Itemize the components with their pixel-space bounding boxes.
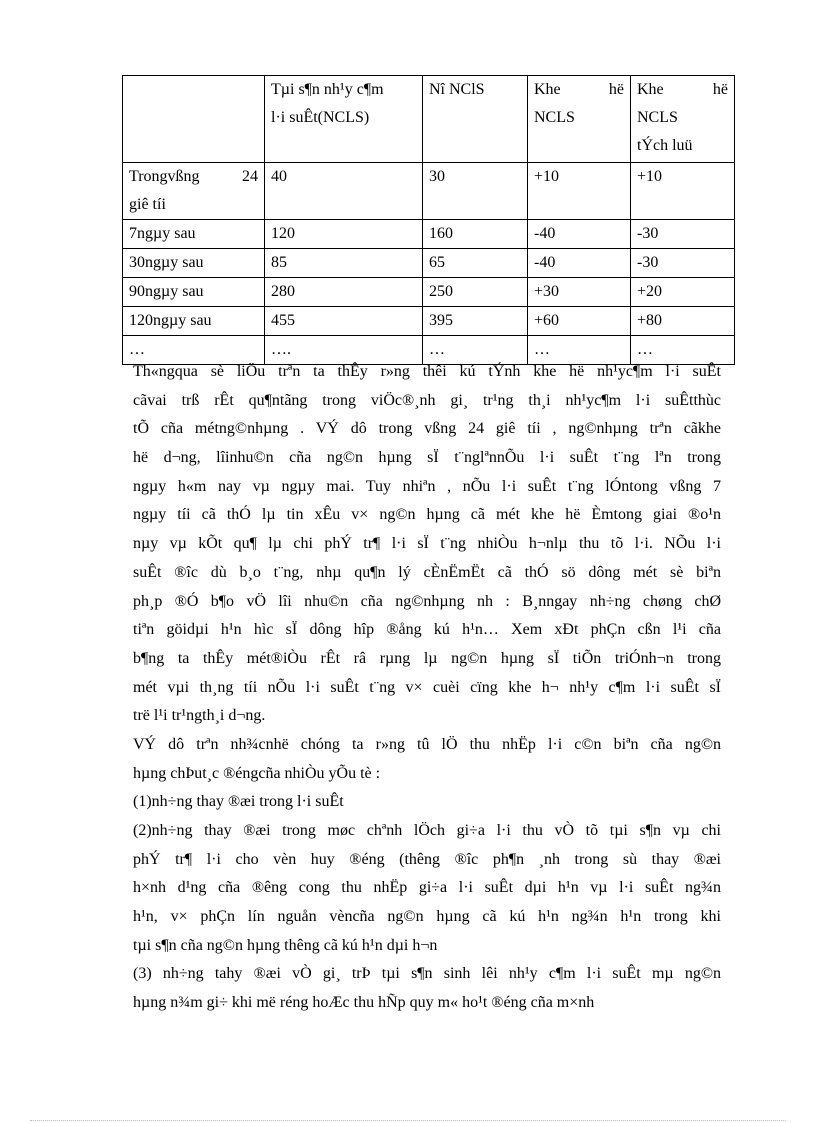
table-row	[123, 249, 735, 278]
cell-cumulative-gap: …	[631, 336, 735, 365]
header-line: Tµi s¶n nh¹y c¶m	[271, 81, 384, 98]
header-cell-rsl	[423, 76, 528, 163]
header-line: Nî NClS	[429, 81, 485, 98]
cell-rsl: 395	[423, 307, 528, 336]
text-line: hë d¬ng, lîinhu©n cña ng©n hµng sÏ t¨nglªnnÕu l·i suÊt t¨ng lªn trong	[133, 449, 721, 467]
table-row	[123, 307, 735, 336]
text-line: phÝ tr¶ l·i cho vèn huy ®éng (thêng ®îc ph¶n ¸nh trong sù thay ®æi	[133, 850, 721, 868]
table-row	[123, 278, 735, 307]
cell-gap: …	[528, 336, 631, 365]
cell-rsl: 30	[423, 163, 528, 220]
text-line: nµy vµ kÕt qu¶ lµ chi phÝ tr¶ l·i sÏ t¨ng nhiÒu h¬nlµ thu tõ l·i. NÕu l·i	[133, 535, 721, 553]
cell-rsa: 280	[265, 278, 423, 307]
header-cell-term	[123, 76, 265, 163]
header-cell-cumulative-gap	[631, 76, 735, 163]
row-label: 30ngµy sau	[123, 249, 265, 278]
text-line: ngµy tíi cã thÓ lµ tin xÊu v× ng©n hµng cã mét khe hë Èmtong giai ®o¹n	[133, 506, 721, 524]
cell-gap: +60	[528, 307, 631, 336]
text-line: tµi s¶n cña ng©n hµng thêng cã kú h¹n dµi h¬n	[133, 936, 438, 954]
text-line: cãvai trß rÊt qu¶ntãng trong viÖc®¸nh gi¸ tr¹ng th¸i nh¹yc¶m l·i suÊtthùc	[133, 391, 721, 409]
text-line: Th«ngqua sè liÖu trªn ta thÊy r»ng thêi kú tÝnh khe hë nh¹yc¶m l·i suÊt	[133, 363, 721, 380]
cell-rsa: 120	[265, 220, 423, 249]
text-line: VÝ dô trªn nh¾cnhë chóng ta r»ng tû lÖ thu nhËp l·i c©n biªn cña ng©n	[133, 735, 721, 753]
cell-rsa: 455	[265, 307, 423, 336]
body-paragraphs	[133, 358, 721, 1018]
header-line: NCLS	[534, 109, 575, 126]
cell-rsl: 160	[423, 220, 528, 249]
table-row	[123, 220, 735, 249]
cell-rsl: 250	[423, 278, 528, 307]
header-line: Khe hë	[534, 81, 624, 98]
cell-cumulative-gap: +20	[631, 278, 735, 307]
cell-cumulative-gap: -30	[631, 220, 735, 249]
text-line: suÊt ®îc dù b¸o t¨ng, nhµ qu¶n lý cÈnËmËt cã thÓ sö dông mét sè biªn	[133, 563, 721, 581]
text-line: h¹n, v× phÇn lín nguån vèncña ng©n hµng cã kú h¹n ng¾n h¹n trong khi	[133, 908, 721, 926]
table-header-row	[123, 76, 735, 163]
cell-gap: +30	[528, 278, 631, 307]
cell-gap: +10	[528, 163, 631, 220]
text-line: trë l¹i tr¹ngth¸i d¬ng.	[133, 707, 266, 725]
row-label: …	[123, 336, 265, 365]
header-line: Khe hë	[637, 81, 728, 98]
cell-cumulative-gap: +80	[631, 307, 735, 336]
text-line: tiªn göidµi h¹n hìc sÏ dông hîp ®ång kú h¹n… Xem xÐt phÇn cßn l¹i cña	[133, 621, 721, 639]
cell-cumulative-gap: +10	[631, 163, 735, 220]
cell-rsa: 85	[265, 249, 423, 278]
text-line: hµng n¾m gi÷ khi më réng hoÆc thu hÑp quy m« ho¹t ®éng cña m×nh	[133, 994, 595, 1012]
row-label-line: Trongvßng 24	[129, 168, 258, 185]
row-label: 7ngµy sau	[123, 220, 265, 249]
header-line: tÝch luü	[637, 137, 693, 154]
header-cell-gap	[528, 76, 631, 163]
text-line: ph¸p ®Ó b¶o vÖ lîi nhu©n cña ng©nhµng nh : B¸nngay nh÷ng chøng chØ	[133, 592, 721, 610]
row-label: 120ngµy sau	[123, 307, 265, 336]
cell-rsl: 65	[423, 249, 528, 278]
row-label: 90ngµy sau	[123, 278, 265, 307]
row-label-line: giê tíi	[129, 196, 166, 213]
gap-table	[122, 75, 735, 365]
header-cell-rsa	[265, 76, 423, 163]
header-line: l·i suÊt(NCLS)	[271, 109, 370, 126]
text-line: hµng chÞut¸c ®éngcña nhiÒu yÕu tè :	[133, 764, 381, 782]
cell-gap: -40	[528, 220, 631, 249]
text-line: b¶ng ta thÊy mét®iÒu rÊt râ rµng lµ ng©n hµng sÏ tiÕn triÓnh¬n trong	[133, 649, 721, 667]
page-bottom-rule	[30, 1120, 786, 1121]
text-line: ngµy h«m nay vµ ngµy mai. Tuy nhiªn , nÕu l·i suÊt t¨ng lÓntong vßng 7	[133, 477, 721, 495]
cell-cumulative-gap: -30	[631, 249, 735, 278]
row-label	[123, 163, 265, 220]
cell-rsl: …	[423, 336, 528, 365]
cell-gap: -40	[528, 249, 631, 278]
cell-rsa: ….	[265, 336, 423, 365]
text-line: (3) nh÷ng tahy ®æi vÒ gi¸ trÞ tµi s¶n sinh lêi nh¹y c¶m l·i suÊt mµ ng©n	[133, 965, 721, 983]
cell-rsa: 40	[265, 163, 423, 220]
text-line: tÕ cña métng©nhµng . VÝ dô trong vßng 24 giê tíi , ng©nhµng trªn cãkhe	[133, 420, 721, 438]
header-line: NCLS	[637, 109, 678, 126]
text-line: (1)nh÷ng thay ®æi trong l·i suÊt	[133, 793, 344, 811]
table-row	[123, 163, 735, 220]
text-line: (2)nh÷ng thay ®æi trong møc chªnh lÖch gi÷a l·i thu vÒ tõ tµi s¶n vµ chi	[133, 822, 721, 839]
text-line: h×nh d¹ng cña ®êng cong thu nhËp gi÷a l·i suÊt dµi h¹n vµ l·i suÊt ng¾n	[133, 879, 721, 897]
text-line: mét vµi th¸ng tíi nÕu l·i suÊt t¨ng v× cuèi cïng khe h¬ nh¹y c¶m l·i suÊt sÏ	[133, 678, 721, 696]
